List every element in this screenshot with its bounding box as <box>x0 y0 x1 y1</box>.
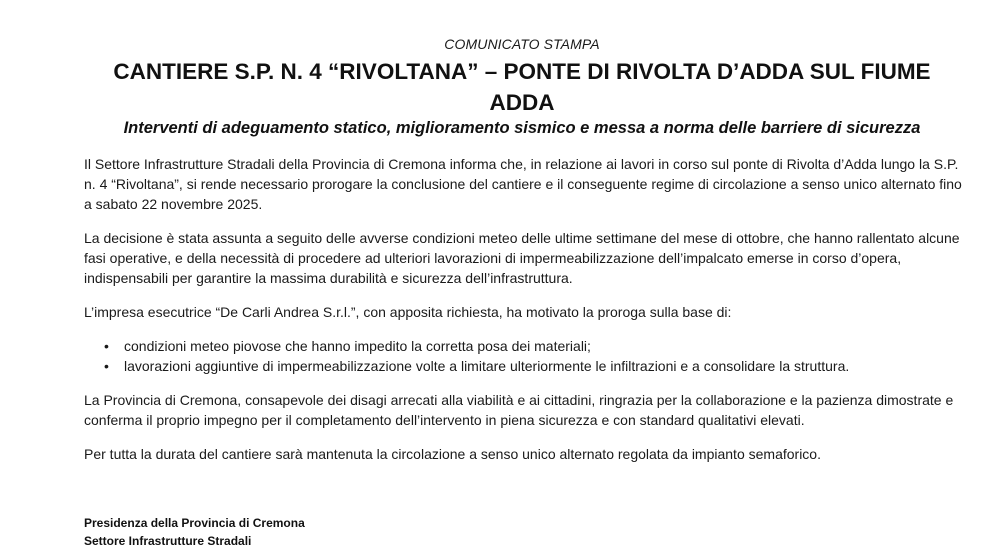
reasons-list <box>84 336 964 376</box>
document-body <box>84 154 964 478</box>
paragraph-thanks: La Provincia di Cremona, consapevole dei disagi arrecati alla viabilità e ai cittadini, ringrazia per la collaborazione e la pazienza dimostrate e conferma il proprio impegno per il completamento dell’intervento in piena sicurezza e con standard qualitativi elevati. <box>84 392 954 428</box>
document-kicker: COMUNICATO STAMPA <box>444 36 600 52</box>
signature-line-presidency: Presidenza della Provincia di Cremona <box>84 516 305 530</box>
signature-line-department: Settore Infrastrutture Stradali <box>84 534 252 548</box>
list-item-text: condizioni meteo piovose che hanno impedito la corretta posa dei materiali; <box>124 338 591 354</box>
document-title: CANTIERE S.P. N. 4 “RIVOLTANA” – PONTE DI RIVOLTA D’ADDA SUL FIUME ADDA <box>113 59 931 115</box>
paragraph-intro: Il Settore Infrastrutture Stradali della Provincia di Cremona informa che, in relazione ai lavori in corso sul ponte di Rivolta d’Adda lungo la S.P. n. 4 “Rivoltana”, si rende necessario prorogare la conclusione del cantiere e il conseguente regime di circolazione a senso unico alternato fino a sabato 22 novembre 2025. <box>84 156 962 212</box>
signature-block <box>84 514 305 550</box>
document-subtitle: Interventi di adeguamento statico, miglioramento sismico e messa a norma delle barriere di sicurezza <box>123 119 921 137</box>
bullet-icon: • <box>104 358 109 374</box>
list-item-text: lavorazioni aggiuntive di impermeabilizzazione volte a limitare ulteriormente le infiltrazioni e a consolidare la struttura. <box>124 358 850 374</box>
paragraph-decision: La decisione è stata assunta a seguito delle avverse condizioni meteo delle ultime settimane del mese di ottobre, che hanno rallentato alcune fasi operative, e della necessità di procedere ad ulteriori lavorazioni di impermeabilizzazione dell’impalcato emerse in corso d’opera, indispensabili per garantire la massima durabilità e sicurezza dell’infrastruttura. <box>84 230 960 286</box>
paragraph-traffic: Per tutta la durata del cantiere sarà mantenuta la circolazione a senso unico alternato regolata da impianto semaforico. <box>84 446 821 462</box>
bullet-icon: • <box>104 338 109 354</box>
list-item <box>84 356 964 376</box>
list-item <box>84 336 964 356</box>
paragraph-contractor: L’impresa esecutrice “De Carli Andrea S.r.l.”, con apposita richiesta, ha motivato la proroga sulla base di: <box>84 304 732 320</box>
